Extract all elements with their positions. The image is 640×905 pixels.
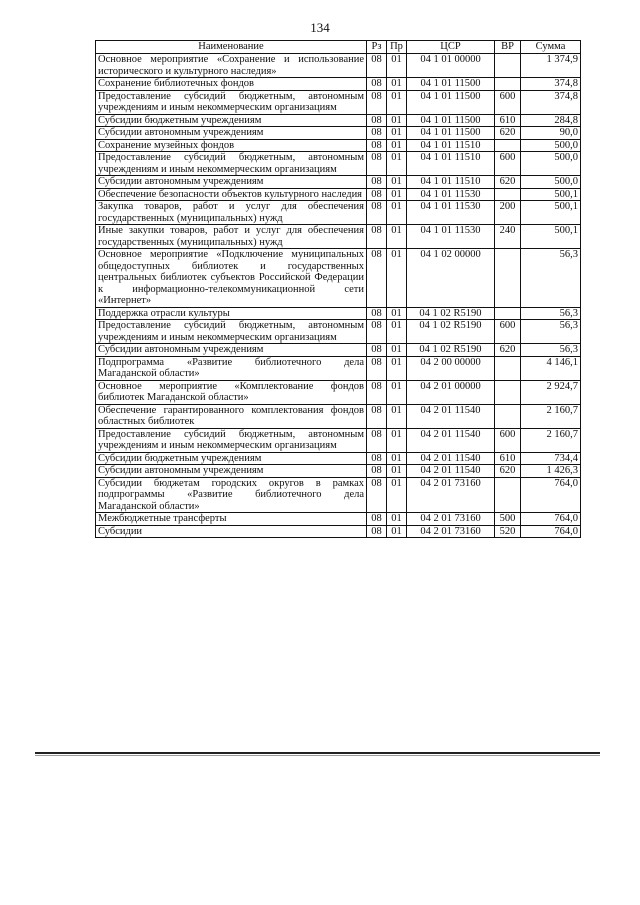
cell-vr: 600 (495, 90, 521, 114)
table-row (96, 114, 581, 127)
cell-rz: 08 (367, 78, 387, 91)
cell-csr: 04 1 02 R5190 (407, 320, 495, 344)
header-pr: Пр (387, 41, 407, 54)
cell-sum: 2 160,7 (521, 428, 581, 452)
cell-name: Субсидии (96, 525, 367, 538)
cell-rz: 08 (367, 356, 387, 380)
budget-table (95, 40, 581, 538)
cell-name: Предоставление субсидий бюджетным, автономным учреждениям и иным некоммерческим организациям (96, 320, 367, 344)
cell-pr: 01 (387, 188, 407, 201)
table-row (96, 78, 581, 91)
cell-vr: 600 (495, 152, 521, 176)
cell-csr: 04 2 01 73160 (407, 525, 495, 538)
cell-pr: 01 (387, 356, 407, 380)
cell-sum: 500,1 (521, 201, 581, 225)
cell-name: Межбюджетные трансферты (96, 513, 367, 526)
cell-name: Субсидии бюджетам городских округов в рамках подпрограммы «Развитие библиотечного дела Магаданской области» (96, 477, 367, 513)
table-row (96, 176, 581, 189)
cell-rz: 08 (367, 465, 387, 478)
cell-name: Обеспечение гарантированного комплектования фондов областных библиотек (96, 404, 367, 428)
cell-rz: 08 (367, 452, 387, 465)
cell-pr: 01 (387, 225, 407, 249)
cell-name: Предоставление субсидий бюджетным, автономным учреждениям и иным некоммерческим организациям (96, 428, 367, 452)
cell-rz: 08 (367, 225, 387, 249)
cell-vr: 520 (495, 525, 521, 538)
table-row (96, 404, 581, 428)
cell-sum: 2 160,7 (521, 404, 581, 428)
table-row (96, 225, 581, 249)
cell-name: Субсидии автономным учреждениям (96, 465, 367, 478)
cell-rz: 08 (367, 513, 387, 526)
cell-name: Основное мероприятие «Сохранение и использование исторического и культурного наследия» (96, 54, 367, 78)
cell-csr: 04 2 00 00000 (407, 356, 495, 380)
cell-csr: 04 1 01 11530 (407, 225, 495, 249)
cell-pr: 01 (387, 139, 407, 152)
cell-name: Субсидии автономным учреждениям (96, 127, 367, 140)
cell-csr: 04 2 01 73160 (407, 477, 495, 513)
cell-rz: 08 (367, 54, 387, 78)
cell-sum: 1 374,9 (521, 54, 581, 78)
cell-sum: 764,0 (521, 513, 581, 526)
cell-rz: 08 (367, 188, 387, 201)
cell-csr: 04 2 01 73160 (407, 513, 495, 526)
cell-name: Сохранение библиотечных фондов (96, 78, 367, 91)
cell-vr: 610 (495, 114, 521, 127)
cell-pr: 01 (387, 78, 407, 91)
cell-sum: 56,3 (521, 344, 581, 357)
cell-rz: 08 (367, 201, 387, 225)
cell-name: Предоставление субсидий бюджетным, автономным учреждениям и иным некоммерческим организациям (96, 90, 367, 114)
cell-rz: 08 (367, 90, 387, 114)
cell-pr: 01 (387, 452, 407, 465)
table-row (96, 152, 581, 176)
cell-sum: 764,0 (521, 525, 581, 538)
header-vr: ВР (495, 41, 521, 54)
cell-sum: 1 426,3 (521, 465, 581, 478)
bottom-rule-thin (35, 755, 600, 756)
cell-vr (495, 249, 521, 308)
cell-pr: 01 (387, 249, 407, 308)
cell-sum: 500,0 (521, 139, 581, 152)
cell-rz: 08 (367, 525, 387, 538)
cell-sum: 56,3 (521, 307, 581, 320)
cell-pr: 01 (387, 428, 407, 452)
cell-rz: 08 (367, 152, 387, 176)
cell-rz: 08 (367, 320, 387, 344)
header-csr: ЦСР (407, 41, 495, 54)
table-row (96, 525, 581, 538)
cell-csr: 04 2 01 11540 (407, 452, 495, 465)
cell-pr: 01 (387, 513, 407, 526)
cell-pr: 01 (387, 525, 407, 538)
cell-pr: 01 (387, 54, 407, 78)
cell-vr: 600 (495, 320, 521, 344)
cell-name: Поддержка отрасли культуры (96, 307, 367, 320)
cell-name: Субсидии автономным учреждениям (96, 344, 367, 357)
cell-vr (495, 380, 521, 404)
table-row (96, 320, 581, 344)
cell-name: Субсидии бюджетным учреждениям (96, 452, 367, 465)
cell-csr: 04 2 01 11540 (407, 428, 495, 452)
cell-vr (495, 307, 521, 320)
cell-vr: 600 (495, 428, 521, 452)
cell-rz: 08 (367, 307, 387, 320)
cell-pr: 01 (387, 404, 407, 428)
cell-csr: 04 1 01 11500 (407, 127, 495, 140)
header-sum: Сумма (521, 41, 581, 54)
table-row (96, 465, 581, 478)
table-row (96, 380, 581, 404)
cell-vr: 610 (495, 452, 521, 465)
cell-vr (495, 477, 521, 513)
cell-pr: 01 (387, 465, 407, 478)
table-header-row (96, 41, 581, 54)
cell-sum: 284,8 (521, 114, 581, 127)
cell-pr: 01 (387, 477, 407, 513)
cell-pr: 01 (387, 90, 407, 114)
cell-csr: 04 1 01 11510 (407, 176, 495, 189)
cell-rz: 08 (367, 249, 387, 308)
cell-sum: 56,3 (521, 320, 581, 344)
cell-csr: 04 1 01 11510 (407, 139, 495, 152)
table-row (96, 356, 581, 380)
table-row (96, 188, 581, 201)
cell-sum: 500,1 (521, 225, 581, 249)
cell-sum: 500,0 (521, 152, 581, 176)
cell-vr (495, 54, 521, 78)
table-row (96, 139, 581, 152)
cell-vr (495, 78, 521, 91)
table-row (96, 249, 581, 308)
cell-pr: 01 (387, 201, 407, 225)
table-row (96, 513, 581, 526)
cell-rz: 08 (367, 380, 387, 404)
table-row (96, 54, 581, 78)
cell-csr: 04 1 01 11530 (407, 188, 495, 201)
cell-name: Сохранение музейных фондов (96, 139, 367, 152)
cell-sum: 500,0 (521, 176, 581, 189)
cell-pr: 01 (387, 127, 407, 140)
cell-pr: 01 (387, 344, 407, 357)
table-row (96, 201, 581, 225)
header-name: Наименование (96, 41, 367, 54)
cell-name: Обеспечение безопасности объектов культурного наследия (96, 188, 367, 201)
bottom-rule (35, 752, 600, 754)
cell-csr: 04 1 01 11510 (407, 152, 495, 176)
cell-vr: 620 (495, 344, 521, 357)
cell-rz: 08 (367, 114, 387, 127)
page-number: 134 (310, 20, 330, 35)
cell-rz: 08 (367, 176, 387, 189)
cell-vr (495, 356, 521, 380)
table-row (96, 428, 581, 452)
cell-name: Подпрограмма «Развитие библиотечного дела Магаданской области» (96, 356, 367, 380)
cell-csr: 04 1 02 R5190 (407, 344, 495, 357)
cell-sum: 4 146,1 (521, 356, 581, 380)
cell-rz: 08 (367, 477, 387, 513)
cell-name: Субсидии бюджетным учреждениям (96, 114, 367, 127)
cell-rz: 08 (367, 344, 387, 357)
cell-csr: 04 1 01 00000 (407, 54, 495, 78)
table-row (96, 127, 581, 140)
cell-pr: 01 (387, 114, 407, 127)
cell-sum: 764,0 (521, 477, 581, 513)
table-row (96, 307, 581, 320)
cell-csr: 04 1 01 11500 (407, 90, 495, 114)
cell-rz: 08 (367, 428, 387, 452)
cell-csr: 04 1 02 00000 (407, 249, 495, 308)
cell-vr: 620 (495, 127, 521, 140)
cell-csr: 04 1 01 11530 (407, 201, 495, 225)
cell-sum: 2 924,7 (521, 380, 581, 404)
cell-vr: 500 (495, 513, 521, 526)
cell-rz: 08 (367, 127, 387, 140)
table-row (96, 344, 581, 357)
cell-vr (495, 404, 521, 428)
cell-name: Основное мероприятие «Комплектование фондов библиотек Магаданской области» (96, 380, 367, 404)
cell-csr: 04 2 01 11540 (407, 404, 495, 428)
cell-rz: 08 (367, 139, 387, 152)
cell-vr: 240 (495, 225, 521, 249)
table-row (96, 452, 581, 465)
cell-pr: 01 (387, 320, 407, 344)
cell-name: Субсидии автономным учреждениям (96, 176, 367, 189)
cell-csr: 04 1 01 11500 (407, 114, 495, 127)
table-row (96, 477, 581, 513)
cell-vr (495, 188, 521, 201)
cell-name: Закупка товаров, работ и услуг для обеспечения государственных (муниципальных) нужд (96, 201, 367, 225)
header-rz: Рз (367, 41, 387, 54)
cell-sum: 90,0 (521, 127, 581, 140)
cell-csr: 04 2 01 11540 (407, 465, 495, 478)
cell-pr: 01 (387, 152, 407, 176)
cell-name: Основное мероприятие «Подключение муниципальных общедоступных библиотек и государственных центральных библиотек субъектов Российской Федерации к информационно-телекоммуникационной сети «Интернет» (96, 249, 367, 308)
cell-vr: 200 (495, 201, 521, 225)
cell-pr: 01 (387, 380, 407, 404)
cell-pr: 01 (387, 176, 407, 189)
cell-name: Предоставление субсидий бюджетным, автономным учреждениям и иным некоммерческим организациям (96, 152, 367, 176)
cell-sum: 500,1 (521, 188, 581, 201)
cell-sum: 374,8 (521, 90, 581, 114)
cell-sum: 374,8 (521, 78, 581, 91)
cell-csr: 04 2 01 00000 (407, 380, 495, 404)
cell-pr: 01 (387, 307, 407, 320)
cell-vr: 620 (495, 465, 521, 478)
cell-sum: 734,4 (521, 452, 581, 465)
cell-csr: 04 1 02 R5190 (407, 307, 495, 320)
cell-name: Иные закупки товаров, работ и услуг для обеспечения государственных (муниципальных) нужд (96, 225, 367, 249)
cell-vr (495, 139, 521, 152)
cell-rz: 08 (367, 404, 387, 428)
cell-csr: 04 1 01 11500 (407, 78, 495, 91)
cell-vr: 620 (495, 176, 521, 189)
table-row (96, 90, 581, 114)
cell-sum: 56,3 (521, 249, 581, 308)
